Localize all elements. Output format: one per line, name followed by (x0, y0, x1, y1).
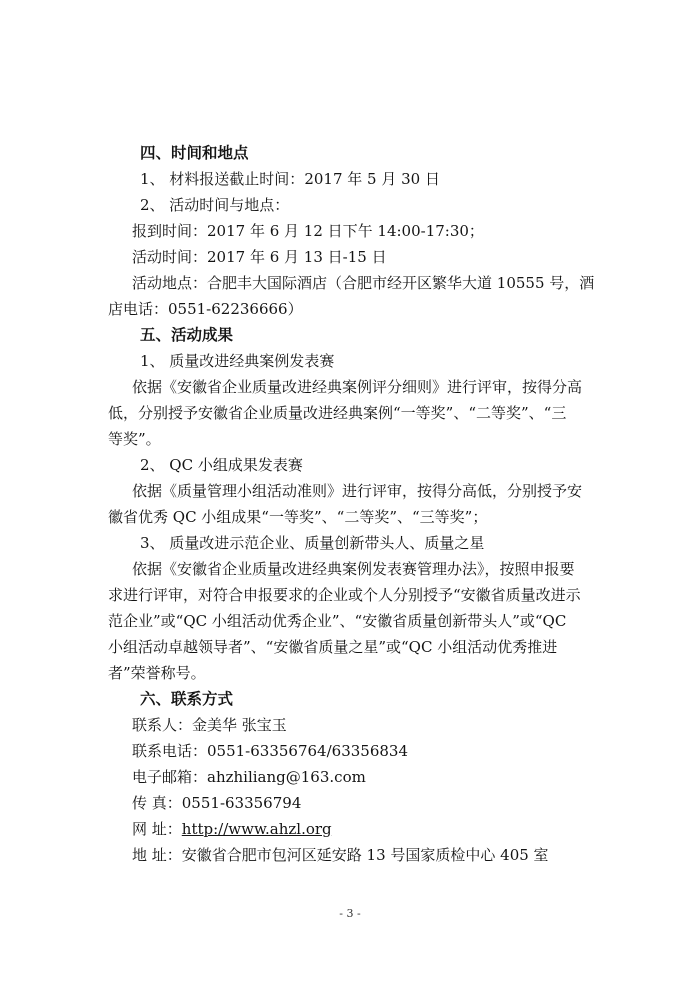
text-line (108, 478, 608, 504)
text-line (108, 764, 608, 790)
text-line (108, 504, 608, 530)
line-text: 传 真：0551-63356794 (132, 794, 302, 812)
line-text: 等奖”。 (108, 430, 161, 448)
line-text: 依据《安徽省企业质量改进经典案例发表赛管理办法》，按照申报要 (132, 560, 575, 578)
line-text: 活动地点：合肥丰大国际酒店（合肥市经开区繁华大道 10555 号，酒 (132, 274, 595, 292)
text-line (108, 816, 608, 842)
line-text: 低，分别授予安徽省企业质量改进经典案例“一等奖”、“二等奖”、“三 (108, 404, 567, 422)
line-text: 徽省优秀 QC 小组成果“一等奖”、“二等奖”、“三等奖”； (108, 508, 488, 526)
text-line (108, 582, 608, 608)
line-text: 联系人：金美华 张宝玉 (132, 716, 287, 734)
text-line (108, 374, 608, 400)
line-text: 2、 QC 小组成果发表赛 (140, 456, 303, 474)
line-text: 者”荣誉称号。 (108, 664, 206, 682)
text-line (108, 660, 608, 686)
text-line (108, 270, 608, 296)
line-text: 地 址：安徽省合肥市包河区延安路 13 号国家质检中心 405 室 (132, 846, 549, 864)
line-text: 电子邮箱：ahzhiliang@163.com (132, 768, 366, 786)
text-line (108, 530, 608, 556)
text-line (108, 296, 608, 322)
section-heading (108, 322, 608, 348)
line-text: 六、联系方式 (140, 690, 234, 708)
line-text: 求进行评审，对符合申报要求的企业或个人分别授予“安徽省质量改进示 (108, 586, 581, 604)
text-line (108, 452, 608, 478)
text-line (108, 192, 608, 218)
text-line (108, 608, 608, 634)
section-heading (108, 686, 608, 712)
text-line (108, 738, 608, 764)
document-body (108, 140, 608, 868)
page-number: - 3 - (339, 907, 361, 920)
text-line (108, 348, 608, 374)
line-text: 依据《质量管理小组活动准则》进行评审，按得分高低，分别授予安 (132, 482, 583, 500)
text-line (108, 166, 608, 192)
line-text: 3、 质量改进示范企业、质量创新带头人、质量之星 (140, 534, 485, 552)
text-line (108, 400, 608, 426)
text-line (108, 842, 608, 868)
line-text: 小组活动卓越领导者”、“安徽省质量之星”或“QC 小组活动优秀推进 (108, 638, 558, 656)
line-text: 报到时间：2017 年 6 月 12 日下午 14:00-17:30； (132, 222, 484, 240)
line-text: 依据《安徽省企业质量改进经典案例评分细则》进行评审，按得分高 (132, 378, 583, 396)
line-text: 范企业”或“QC 小组活动优秀企业”、“安徽省质量创新带头人”或“QC (108, 612, 567, 630)
line-text: 网 址： (132, 820, 182, 838)
website-link[interactable]: http://www.ahzl.org (181, 820, 332, 838)
text-line (108, 790, 608, 816)
line-text: 联系电话：0551-63356764/63356834 (132, 742, 408, 760)
line-text: 活动时间：2017 年 6 月 13 日-15 日 (132, 248, 387, 266)
text-line (108, 634, 608, 660)
line-text: 1、 材料报送截止时间：2017 年 5 月 30 日 (140, 170, 440, 188)
line-text: 2、 活动时间与地点： (140, 196, 290, 214)
line-text: 1、 质量改进经典案例发表赛 (140, 352, 335, 370)
line-text: 四、时间和地点 (140, 144, 249, 162)
text-line (108, 426, 608, 452)
text-line (108, 556, 608, 582)
text-line (108, 244, 608, 270)
line-text: 五、活动成果 (140, 326, 234, 344)
line-text: 店电话：0551-62236666） (108, 300, 303, 318)
section-heading (108, 140, 608, 166)
text-line (108, 712, 608, 738)
text-line (108, 218, 608, 244)
